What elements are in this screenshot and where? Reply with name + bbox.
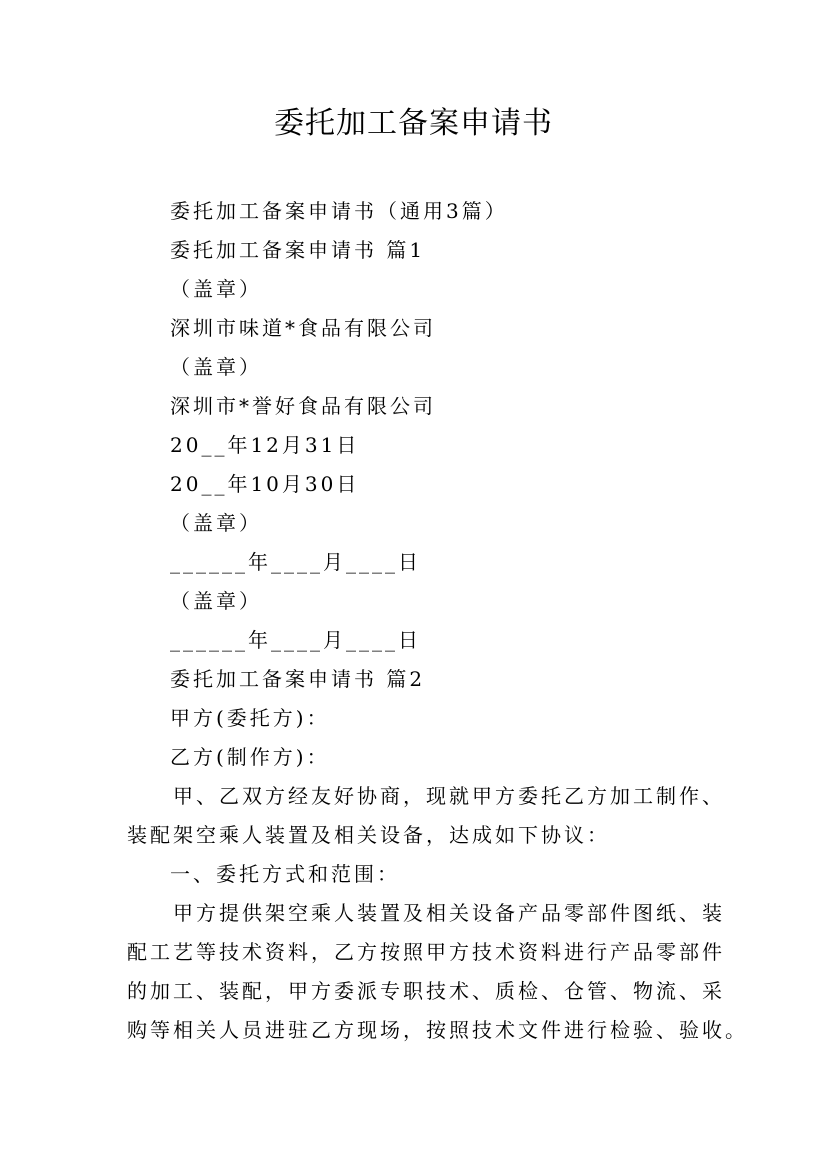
- paragraph-line: 装配架空乘人装置及相关设备，达成如下协议：: [127, 823, 610, 847]
- seal-label: （盖章）: [170, 511, 262, 535]
- seal-label: （盖章）: [170, 589, 262, 613]
- blank-date-line: ______年____月____日: [170, 628, 421, 652]
- paragraph-line: 配工艺等技术资料，乙方按照甲方技术资料进行产品零部件: [127, 940, 725, 964]
- blank-date-line: ______年____月____日: [170, 550, 421, 574]
- clause-heading: 一、委托方式和范围：: [170, 862, 400, 886]
- paragraph-line: 购等相关人员进驻乙方现场，按照技术文件进行检验、验收。: [127, 1018, 748, 1042]
- seal-label: （盖章）: [170, 355, 262, 379]
- document-title: 委托加工备案申请书: [274, 106, 553, 141]
- company-name: 深圳市味道*食品有限公司: [170, 316, 436, 340]
- paragraph-line: 的加工、装配，甲方委派专职技术、质检、仓管、物流、采: [127, 979, 725, 1003]
- date-line: 20__年10月30日: [170, 472, 360, 496]
- party-b-line: 乙方(制作方)：: [170, 745, 330, 769]
- paragraph-line: 甲、乙双方经友好协商，现就甲方委托乙方加工制作、: [127, 784, 725, 808]
- document-subtitle: 委托加工备案申请书（通用3篇）: [170, 199, 508, 223]
- date-line: 20__年12月31日: [170, 433, 360, 457]
- seal-label: （盖章）: [170, 277, 262, 301]
- agreement-paragraph: [127, 783, 725, 861]
- section-heading-part-1: 委托加工备案申请书 篇1: [170, 238, 426, 262]
- company-name: 深圳市*誉好食品有限公司: [170, 394, 436, 418]
- section-heading-part-2: 委托加工备案申请书 篇2: [170, 667, 426, 691]
- clause-paragraph: [127, 900, 748, 1056]
- paragraph-line: 甲方提供架空乘人装置及相关设备产品零部件图纸、装: [127, 901, 725, 925]
- party-a-line: 甲方(委托方)：: [170, 706, 330, 730]
